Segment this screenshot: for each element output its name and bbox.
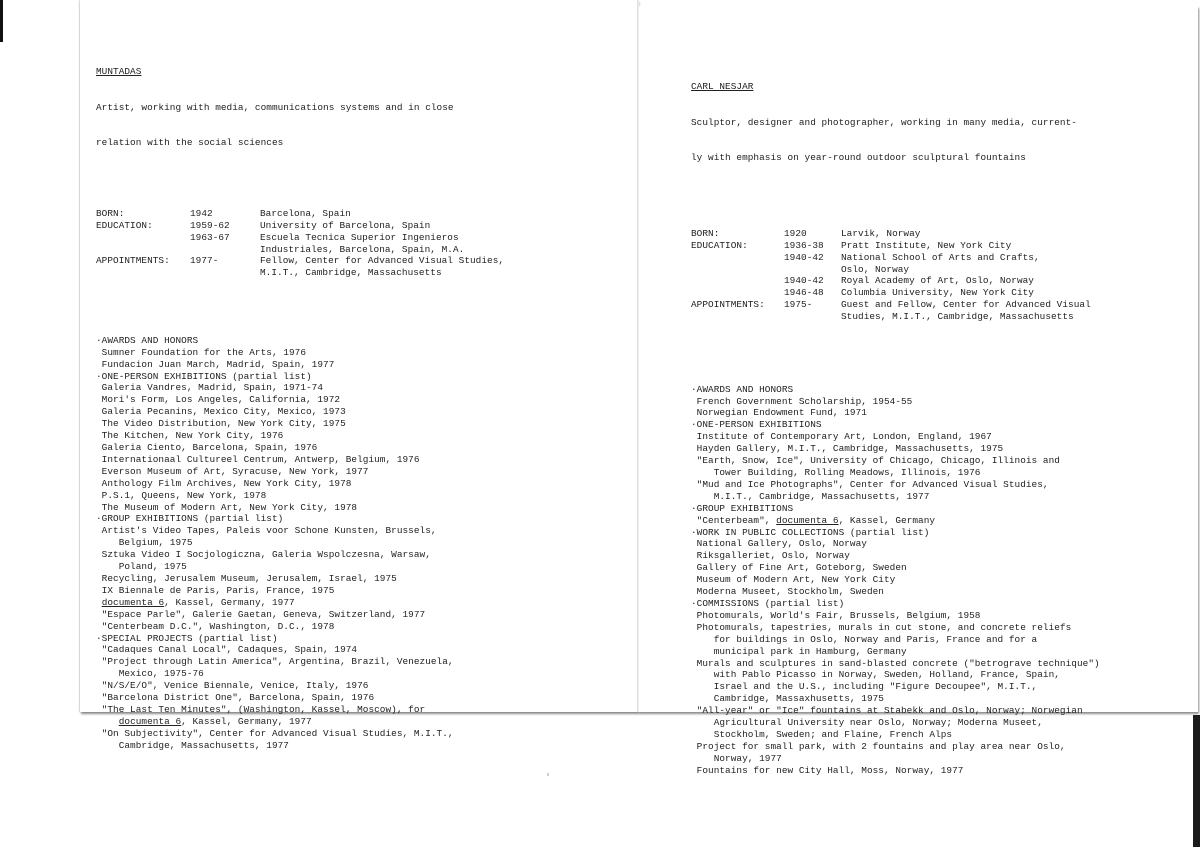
fact-text: Industriales, Barcelona, Spain, M.A. — [260, 243, 465, 255]
muntadas-bio — [96, 42, 504, 775]
cv-line: Photomurals, World's Fair, Brussels, Belgium, 1958 — [691, 609, 981, 621]
cv-line: ·COMMISSIONS (partial list) — [691, 597, 845, 609]
fact-label — [96, 232, 190, 244]
cv-line: Norwegian Endowment Fund, 1971 — [691, 407, 867, 419]
cv-line: Cambridge, Massaxhusetts, 1975 — [691, 693, 884, 705]
cv-line: Sumner Foundation for the Arts, 1976 — [96, 346, 307, 358]
fact-text: Columbia University, New York City — [841, 287, 1034, 299]
fact-label — [691, 287, 784, 299]
fact-text: Oslo, Norway — [841, 263, 910, 275]
cv-line: "Mud and Ice Photographs", Center for Advanced Visual Studies, — [691, 478, 1049, 490]
cv-line: Stockholm, Sweden; and Flaine, French Alps — [691, 728, 953, 740]
cv-line: for buildings in Oslo, Norway and Paris, France and for a — [691, 633, 1038, 645]
fact-text: M.I.T., Cambridge, Massachusetts — [260, 267, 442, 279]
fact-label — [691, 275, 784, 287]
fact-label — [691, 311, 784, 323]
cv-line: "Project through Latin America", Argentina, Brazil, Venezuela, — [96, 656, 454, 668]
cv-line: ·AWARDS AND HONORS — [691, 383, 794, 395]
fact-year: 1963-67 — [190, 231, 230, 243]
fact-text: Barcelona, Spain — [260, 207, 351, 219]
cv-line: Moderna Museet, Stockholm, Sweden — [691, 586, 884, 598]
fact-year: 1946-48 — [784, 287, 824, 299]
cv-lines — [691, 384, 1100, 777]
cv-line: ·SPECIAL PROJECTS (partial list) — [96, 632, 278, 644]
cv-line: with Pablo Picasso in Norway, Sweden, Holland, France, Spain, — [691, 669, 1060, 681]
page-gutter — [637, 0, 639, 712]
cv-line: Galeria Ciento, Barcelona, Spain, 1976 — [96, 442, 318, 453]
cv-line: Anthology Film Archives, New York City, 1978 — [96, 477, 352, 489]
fact-text: Fellow, Center for Advanced Visual Studies, — [260, 255, 505, 267]
cv-line: "On Subjectivity", Center for Advanced Visual Studies, M.I.T., — [96, 727, 454, 739]
cv-line: ·WORK IN PUBLIC COLLECTIONS (partial list) — [691, 526, 930, 538]
cv-lines — [96, 335, 504, 752]
scan-speck — [547, 773, 549, 776]
fact-year: 1936-38 — [784, 239, 824, 251]
cv-line: Institute of Contemporary Art, London, England, 1967 — [691, 431, 992, 443]
cv-line: "Cadaques Canal Local", Cadaques, Spain, 1974 — [96, 644, 358, 656]
fact-year: 1959-62 — [190, 219, 230, 231]
cv-line: P.S.1, Queens, New York, 1978 — [96, 489, 267, 501]
underlined-title: documenta 6 — [776, 514, 839, 526]
cv-line: Everson Museum of Art, Syracuse, New York, 1977 — [96, 465, 369, 477]
cv-line: Tower Building, Rolling Meadows, Illinois, 1976 — [691, 467, 981, 478]
cv-line: French Government Scholarship, 1954-55 — [691, 395, 913, 407]
fact-year: 1940-42 — [784, 275, 824, 287]
fact-text: Guest and Fellow, Center for Advanced Visual — [841, 299, 1091, 311]
cv-line: M.I.T., Cambridge, Massachusetts, 1977 — [691, 490, 930, 502]
cv-line: The Museum of Modern Art, New York City, 1978 — [96, 501, 358, 513]
fact-text: Studies, M.I.T., Cambridge, Massachusetts — [841, 311, 1074, 323]
fact-label — [691, 252, 784, 264]
cv-line: Hayden Gallery, M.I.T., Cambridge, Massachusetts, 1975 — [691, 443, 1004, 455]
facts-table — [96, 208, 504, 279]
fact-label: BORN: — [96, 207, 125, 219]
cv-line: documenta 6, Kassel, Germany, 1977 — [101, 596, 295, 608]
cv-line: Internationaal Cultureel Centrum, Antwerp, Belgium, 1976 — [96, 453, 420, 465]
cv-line: Murals and sculptures in sand-blasted concrete ("betrograve technique") — [691, 657, 1100, 669]
cv-line: Israel and the U.S., including "Figure Decoupee", M.I.T., — [691, 681, 1038, 693]
cv-line: "Barcelona District One", Barcelona, Spain, 1976 — [96, 692, 375, 704]
cv-line: "The Last Ten Minutes", (Washington, Kassel, Moscow), for — [96, 703, 426, 715]
cv-line: Galeria Vandres, Madrid, Spain, 1971-74 — [96, 382, 324, 394]
cv-line: Norway, 1977 — [691, 752, 782, 764]
fact-label: EDUCATION: — [96, 219, 153, 231]
cv-line: "N/S/E/O", Venice Biennale, Venice, Italy, 1976 — [96, 680, 369, 692]
fact-text: Escuela Tecnica Superior Ingenieros — [260, 231, 459, 243]
cv-line: documenta 6, Kassel, Germany, 1977 — [118, 715, 312, 727]
fact-text: Larvik, Norway — [841, 227, 921, 239]
fact-label — [96, 267, 190, 279]
fact-label: EDUCATION: — [691, 239, 748, 251]
cv-line: "Espace Parle", Galerie Gaetan, Geneva, Switzerland, 1977 — [96, 608, 426, 620]
cv-line: Fountains for new City Hall, Moss, Norway, 1977 — [691, 764, 964, 776]
fact-year — [190, 267, 260, 279]
facts-table — [691, 228, 1100, 323]
fact-year — [784, 311, 841, 323]
artist-name: CARL NESJAR — [691, 80, 754, 92]
cv-line: Poland, 1975 — [96, 561, 187, 573]
cv-line: ·AWARDS AND HONORS — [96, 334, 199, 346]
fact-label: BORN: — [691, 227, 720, 239]
fact-label — [691, 264, 784, 276]
cv-line: municipal park in Hamburg, Germany — [691, 645, 907, 657]
cv-line: Museum of Modern Art, New York City — [691, 574, 896, 586]
cv-line: Fundacion Juan March, Madrid, Spain, 1977 — [96, 358, 335, 370]
cv-line: The Video Distribution, New York City, 1975 — [96, 418, 346, 430]
cv-line: "All-year" or "Ice" fountains at Stabekk and Oslo, Norway; Norwegian — [691, 705, 1083, 717]
cv-line: "Centerbeam D.C.", Washington, D.C., 1978 — [96, 620, 335, 632]
cv-line: "Centerbeam", documenta 6, Kassel, Germany — [691, 514, 936, 526]
cv-line: Recycling, Jerusalem Museum, Jerusalem, Israel, 1975 — [96, 572, 397, 584]
artist-description-line: Artist, working with media, communications systems and in close — [96, 101, 454, 113]
cv-line: Sztuka Video I Socjologiczna, Galeria Wspolczesna, Warsaw, — [96, 549, 431, 561]
fact-year — [190, 244, 260, 256]
fact-label: APPOINTMENTS: — [691, 299, 765, 311]
cv-line: Artist's Video Tapes, Paleis voor Schone Kunsten, Brussels, — [96, 525, 437, 537]
cv-line: Project for small park, with 2 fountains and play area near Oslo, — [691, 740, 1066, 752]
fact-label — [96, 244, 190, 256]
cv-line: Photomurals, tapestries, murals in cut stone, and concrete reliefs — [691, 621, 1072, 633]
fact-text: University of Barcelona, Spain — [260, 219, 431, 231]
cv-line: Agricultural University near Oslo, Norway; Moderna Museet, — [691, 717, 1043, 729]
fact-year: 1977- — [190, 255, 219, 267]
artist-description-line: ly with emphasis on year-round outdoor sculptural fountains — [691, 152, 1026, 164]
artist-name: MUNTADAS — [96, 65, 142, 77]
fact-year: 1942 — [190, 207, 213, 219]
fact-year: 1975- — [784, 299, 813, 311]
artist-description-line: relation with the social sciences — [96, 137, 284, 149]
cv-line: Mexico, 1975-76 — [96, 668, 204, 680]
cv-line: ·GROUP EXHIBITIONS (partial list) — [96, 513, 284, 525]
cv-line: Cambridge, Massachusetts, 1977 — [96, 739, 289, 751]
cv-line: Riksgalleriet, Oslo, Norway — [691, 550, 850, 562]
cv-line: Belgium, 1975 — [96, 537, 193, 549]
cv-line: Mori's Form, Los Angeles, California, 1972 — [96, 394, 341, 406]
fact-text: Pratt Institute, New York City — [841, 239, 1012, 251]
cv-line: The Kitchen, New York City, 1976 — [96, 430, 284, 442]
cv-line: Galeria Pecanins, Mexico City, Mexico, 1973 — [96, 406, 346, 418]
fact-year: 1940-42 — [784, 251, 824, 263]
fact-text: National School of Arts and Crafts, — [841, 251, 1040, 263]
underlined-title: documenta 6 — [118, 715, 182, 727]
cv-line: ·GROUP EXHIBITIONS — [691, 502, 794, 514]
cv-line: "Earth, Snow, Ice", University of Chicago, Chicago, Illinois and — [691, 455, 1060, 467]
cv-line: IX Biennale de Paris, Paris, France, 1975 — [96, 584, 335, 596]
fact-text: Royal Academy of Art, Oslo, Norway — [841, 275, 1034, 287]
cv-line: ·ONE-PERSON EXHIBITIONS (partial list) — [96, 370, 312, 382]
fact-year — [784, 264, 841, 276]
cv-line: ·ONE-PERSON EXHIBITIONS — [691, 419, 822, 431]
artist-description-line: Sculptor, designer and photographer, working in many media, current- — [691, 116, 1077, 128]
cv-line: National Gallery, Oslo, Norway — [691, 538, 867, 550]
scan-edge-shadow — [1193, 715, 1200, 847]
cv-line: Gallery of Fine Art, Goteborg, Sweden — [691, 562, 907, 574]
scan-edge-shadow — [0, 0, 3, 42]
fact-label: APPOINTMENTS: — [96, 255, 170, 267]
fact-year: 1920 — [784, 227, 807, 239]
nesjar-bio — [691, 57, 1100, 800]
underlined-title: documenta 6 — [101, 596, 165, 608]
